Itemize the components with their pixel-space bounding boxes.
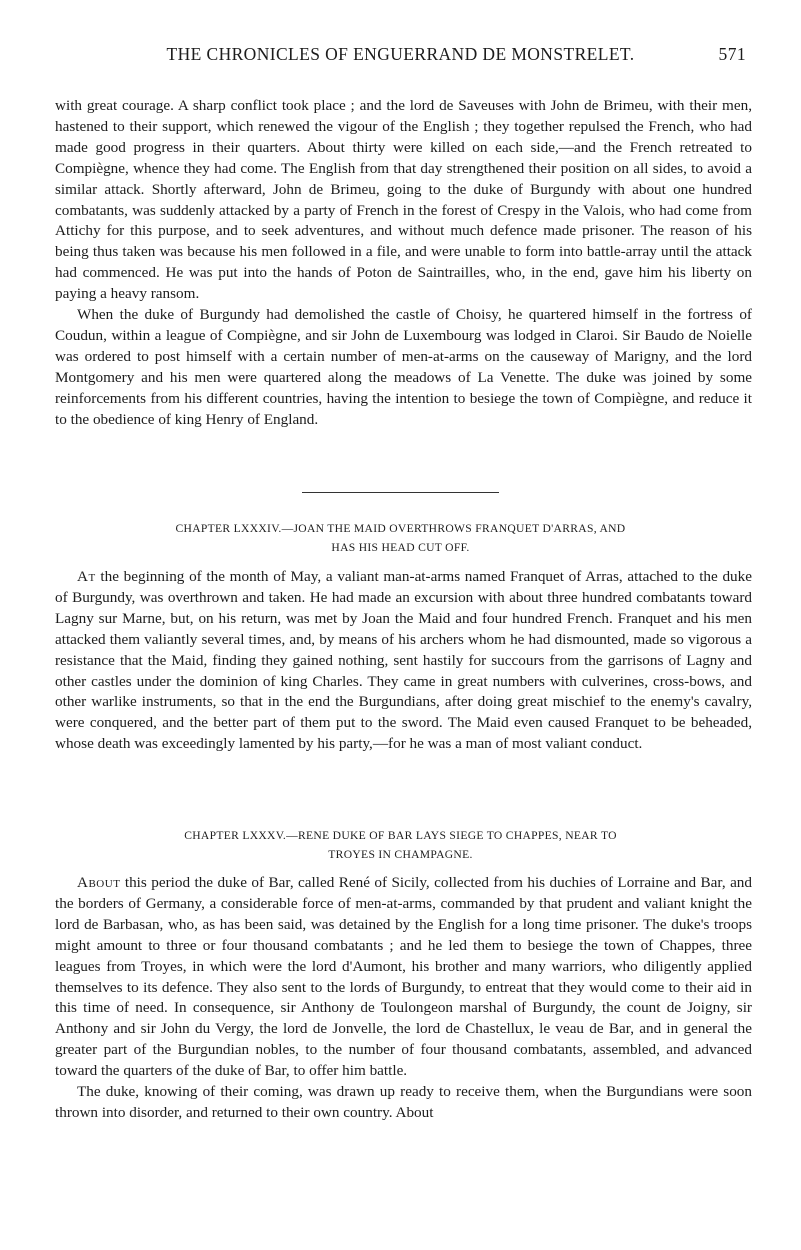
page-number: 571: [718, 44, 746, 64]
paragraph: [55, 873, 752, 1082]
chapter-heading-line: HAS HIS HEAD CUT OFF.: [331, 541, 470, 554]
paragraph: The duke, knowing of their coming, was drawn up ready to receive them, when the Burgundians were soon thrown into disorder, and returned to their own country. About: [55, 1083, 752, 1121]
chapter-85-text: [55, 873, 752, 1124]
paragraph-body: the beginning of the month of May, a valiant man-at-arms named Franquet of Arras, attached to the duke of Burgundy, was overthrown and taken. He had made an excursion with about three hundred combatants toward Lagny sur Marne, but, on his return, was met by Joan the Maid and four hundred French. Franquet and his men attacked them valiantly several times, and, by means of his archers whom he had dismounted, made so vigorous a resistance that the Maid, finding they gained nothing, sent hastily for succours from the garrisons of Lagny and other castles under the dominion of king Charles. They came in great numbers with culverines, cross-bows, and other warlike instruments, so that in the end the Burgundians, after doing great mischief to the enemy's cavalry, were conquered, and the better part of them put to the sword. The Maid even caused Franquet to be beheaded, whose death was exceedingly lamented by his party,—for he was a man of most valiant conduct.: [55, 568, 752, 753]
paragraph-continued: with great courage. A sharp conflict took place ; and the lord de Saveuses with John de Brimeu, with their men, hastened to their support, which renewed the vigour of the English ; they together repulsed the French, who had made good progress in their quarters. About thirty were killed on each side,—and the French retreated to Compiègne, whence they had come. The English from that day strengthened their position on all sides, to avoid a similar attack. Shortly afterward, John de Brimeu, going to the duke of Burgundy with about one hundred combatants, was suddenly attacked by a party of French in the forest of Crespy in the Valois, who had come from Attichy for this purpose, and to seek adventures, and without much defence made prisoner. The reason of his being thus taken was because his men followed in a file, and were unable to form into battle-array until the attack had commenced. He was put into the hands of Poton de Saintrailles, who, in the end, gave him his liberty on paying a heavy ransom.: [55, 97, 752, 303]
lead-word: About: [77, 874, 121, 891]
page-header: [55, 44, 746, 68]
chapter-heading-line: CHAPTER LXXXV.—RENE DUKE OF BAR LAYS SIEGE TO CHAPPES, NEAR TO: [184, 829, 617, 842]
chapter-84-text: [55, 567, 752, 755]
chapter-heading-line: CHAPTER LXXXIV.—JOAN THE MAID OVERTHROWS FRANQUET D'ARRAS, AND: [175, 522, 626, 535]
lead-word: At: [77, 568, 96, 585]
body-text-top: [55, 96, 752, 431]
chapter-heading-84: [85, 519, 716, 557]
chapter-heading-line: TROYES IN CHAMPAGNE.: [328, 848, 473, 861]
paragraph: [55, 567, 752, 755]
chapter-heading-85: [85, 826, 716, 864]
paragraph: When the duke of Burgundy had demolished the castle of Choisy, he quartered himself in the fortress of Coudun, within a league of Compiègne, and sir John de Luxembourg was lodged in Claroi. Sir Baudo de Noielle was ordered to post himself with a certain number of men-at-arms on the causeway of Marigny, and the lord Montgomery and his men were quartered along the meadows of La Venette. The duke was joined by some reinforcements from his different countries, having the intention to besiege the town of Compiègne, and reduce it to the obedience of king Henry of England.: [55, 306, 752, 428]
paragraph-body: this period the duke of Bar, called René of Sicily, collected from his duchies of Lorraine and Bar, and the borders of Germany, a considerable force of men-at-arms, commanded by that prudent and valiant knight the lord de Barbasan, who, as has been said, was detained by the English for a long time prisoner. The duke's troops might amount to three or four thousand combatants ; and he led them to besiege the town of Chappes, three leagues from Troyes, in which were the lord d'Aumont, his brother and many warriors, who diligently applied themselves to its defence. They also sent to the lords of Burgundy, to entreat that they would come to their aid in this time of need. In consequence, sir Anthony de Toulongeon marshal of Burgundy, the count de Joigny, sir Anthony and sir John du Vergy, the lord de Jonvelle, the lord de Chastellux, le veau de Bar, and in general the greater part of the Burgundian nobles, to the number of four thousand combatants, assembled, and advanced toward the quarters of the duke of Bar, to offer him battle.: [55, 874, 752, 1080]
section-rule: [302, 492, 499, 493]
running-title: THE CHRONICLES OF ENGUERRAND DE MONSTRELET.: [166, 44, 635, 64]
